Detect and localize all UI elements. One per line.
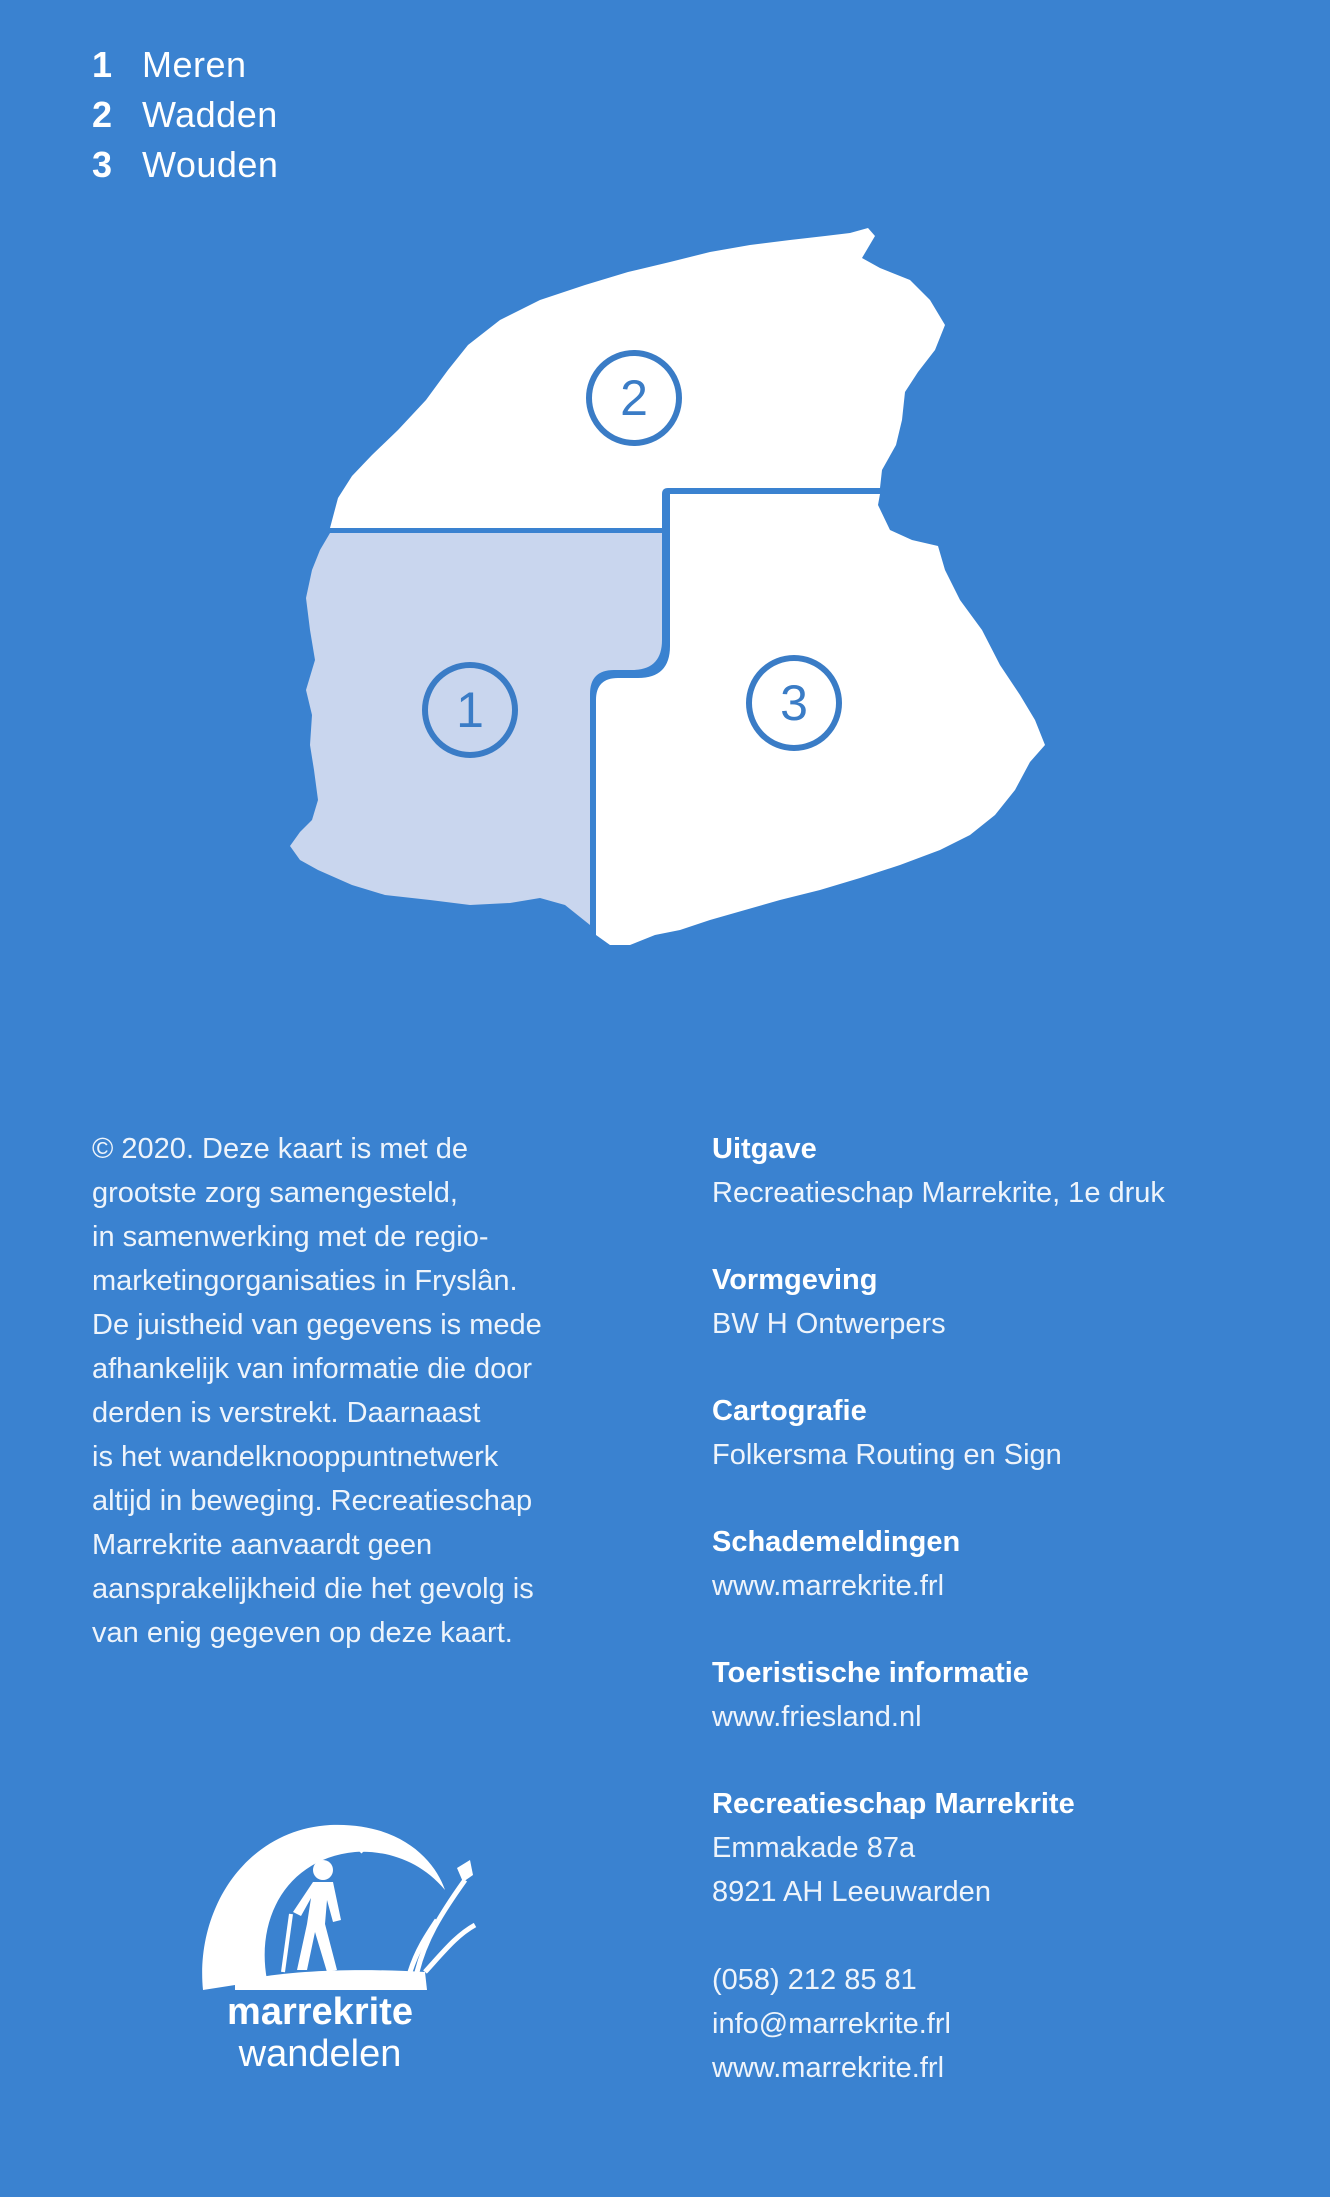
legend-number: 1 <box>92 44 113 85</box>
credit-heading: Cartografie <box>712 1395 867 1427</box>
disclaimer-line: derden is verstrekt. Daarnaast <box>92 1397 481 1429</box>
contact-email-link[interactable]: info@marrekrite.frl <box>712 2008 951 2040</box>
disclaimer-line: aansprakelijkheid die het gevolg is <box>92 1573 534 1605</box>
legend-label: Wouden <box>142 144 279 185</box>
legend-number: 2 <box>92 94 113 135</box>
hiker-logo-icon <box>195 1820 485 1995</box>
disclaimer-text <box>92 1127 652 1655</box>
spacer <box>712 1914 1292 1958</box>
contact-address-street: Emmakade 87a <box>712 1832 916 1864</box>
contact-web-link[interactable]: www.marrekrite.frl <box>712 2052 945 2084</box>
credits-column <box>712 1127 1292 2133</box>
legend-label: Wadden <box>142 94 278 135</box>
friesland-map-svg <box>0 0 1330 1000</box>
credit-value: BW H Ontwerpers <box>712 1308 946 1340</box>
region-3-wouden <box>596 494 1045 945</box>
credit-value: Recreatieschap Marrekrite, 1e druk <box>712 1177 1165 1209</box>
disclaimer-line: altijd in beweging. Recreatieschap <box>92 1485 533 1517</box>
credit-heading: Uitgave <box>712 1133 817 1165</box>
credit-heading: Recreatieschap Marrekrite <box>712 1788 1075 1820</box>
credit-schademeldingen <box>712 1520 1292 1608</box>
disclaimer-line: afhankelijk van informatie die door <box>92 1353 533 1385</box>
disclaimer-line: marketingorganisaties in Fryslân. <box>92 1265 518 1297</box>
credit-heading: Schademeldingen <box>712 1526 961 1558</box>
logo-sub-text: wandelen <box>238 2033 402 2075</box>
disclaimer-line: is het wandelknooppuntnetwerk <box>92 1441 499 1473</box>
credit-cartografie <box>712 1389 1292 1477</box>
logo-brand-text: marrekrite <box>227 1991 413 2033</box>
schade-link[interactable]: www.marrekrite.frl <box>712 1570 945 1602</box>
disclaimer-line: in samenwerking met de regio- <box>92 1221 489 1253</box>
credit-heading: Toeristische informatie <box>712 1657 1029 1689</box>
disclaimer-line: van enig gegeven op deze kaart. <box>92 1617 513 1649</box>
svg-text:2: 2 <box>620 370 648 426</box>
credit-uitgave <box>712 1127 1292 1215</box>
disclaimer-line: © 2020. Deze kaart is met de <box>92 1133 468 1165</box>
legend-label: Meren <box>142 44 247 85</box>
region-map <box>0 0 1330 1000</box>
legend-number: 3 <box>92 144 113 185</box>
svg-text:3: 3 <box>780 675 808 731</box>
credit-toerisme <box>712 1651 1292 1739</box>
marrekrite-logo <box>195 1820 485 2090</box>
disclaimer-line: Marrekrite aanvaardt geen <box>92 1529 433 1561</box>
disclaimer-line: De juistheid van gegevens is mede <box>92 1309 542 1341</box>
contact-phone: (058) 212 85 81 <box>712 1964 917 1996</box>
credit-value: Folkersma Routing en Sign <box>712 1439 1062 1471</box>
credit-vormgeving <box>712 1258 1292 1346</box>
svg-text:1: 1 <box>456 682 484 738</box>
contact-address-city: 8921 AH Leeuwarden <box>712 1876 991 1908</box>
credit-heading: Vormgeving <box>712 1264 878 1296</box>
credit-contact <box>712 1782 1292 2090</box>
disclaimer-line: grootste zorg samengesteld, <box>92 1177 458 1209</box>
toerisme-link[interactable]: www.friesland.nl <box>712 1701 922 1733</box>
